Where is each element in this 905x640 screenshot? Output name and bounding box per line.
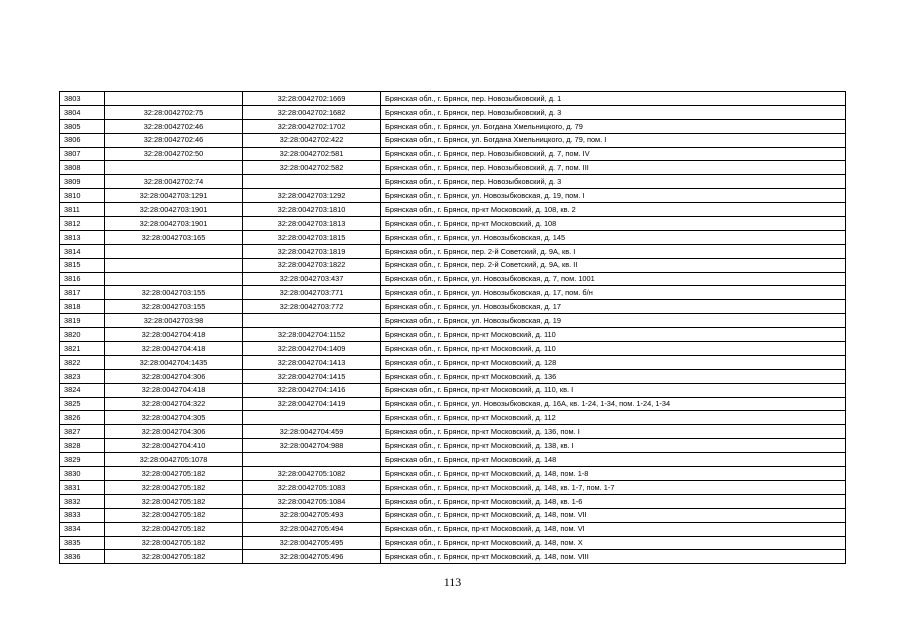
parent-cadastral-number-cell: 32:28:0042703:98 bbox=[105, 314, 243, 328]
table-row bbox=[60, 522, 846, 536]
address-cell: Брянская обл., г. Брянск, пер. 2-й Советский, д. 9А, кв. II bbox=[381, 258, 846, 272]
cadastral-number-cell: 32:28:0042704:459 bbox=[243, 425, 381, 439]
cadastral-number-cell: 32:28:0042703:1813 bbox=[243, 217, 381, 231]
address-cell: Брянская обл., г. Брянск, пер. 2-й Советский, д. 9А, кв. I bbox=[381, 244, 846, 258]
address-cell: Брянская обл., г. Брянск, ул. Новозыбковская, д. 19 bbox=[381, 314, 846, 328]
address-cell: Брянская обл., г. Брянск, пр-кт Московский, д. 136 bbox=[381, 369, 846, 383]
address-cell: Брянская обл., г. Брянск, пер. Новозыбковский, д. 7, пом. IV bbox=[381, 147, 846, 161]
table-row bbox=[60, 272, 846, 286]
parent-cadastral-number-cell: 32:28:0042703:1291 bbox=[105, 189, 243, 203]
table-row bbox=[60, 342, 846, 356]
address-cell: Брянская обл., г. Брянск, пр-кт Московский, д. 138, кв. I bbox=[381, 439, 846, 453]
row-number-cell: 3830 bbox=[60, 467, 105, 481]
cadastral-number-cell bbox=[243, 411, 381, 425]
row-number-cell: 3827 bbox=[60, 425, 105, 439]
table-row bbox=[60, 494, 846, 508]
address-cell: Брянская обл., г. Брянск, пер. Новозыбковский, д. 1 bbox=[381, 92, 846, 106]
cadastral-number-cell: 32:28:0042704:1409 bbox=[243, 342, 381, 356]
address-cell: Брянская обл., г. Брянск, ул. Новозыбковская, д. 16А, кв. 1-24, 1-34, пом. 1-24, 1-34 bbox=[381, 397, 846, 411]
parent-cadastral-number-cell: 32:28:0042705:182 bbox=[105, 508, 243, 522]
row-number-cell: 3831 bbox=[60, 480, 105, 494]
address-cell: Брянская обл., г. Брянск, пр-кт Московский, д. 110 bbox=[381, 328, 846, 342]
parent-cadastral-number-cell: 32:28:0042702:46 bbox=[105, 133, 243, 147]
address-cell: Брянская обл., г. Брянск, пр-кт Московский, д. 148, пом. VIII bbox=[381, 550, 846, 564]
table-row bbox=[60, 411, 846, 425]
table-row bbox=[60, 453, 846, 467]
row-number-cell: 3825 bbox=[60, 397, 105, 411]
table-row bbox=[60, 286, 846, 300]
parent-cadastral-number-cell: 32:28:0042703:165 bbox=[105, 230, 243, 244]
address-cell: Брянская обл., г. Брянск, ул. Новозыбковская, д. 17, пом. б/н bbox=[381, 286, 846, 300]
cadastral-number-cell: 32:28:0042703:1815 bbox=[243, 230, 381, 244]
parent-cadastral-number-cell: 32:28:0042705:182 bbox=[105, 480, 243, 494]
cadastral-number-cell: 32:28:0042703:1292 bbox=[243, 189, 381, 203]
address-cell: Брянская обл., г. Брянск, ул. Новозыбковская, д. 7, пом. 1001 bbox=[381, 272, 846, 286]
table-row bbox=[60, 383, 846, 397]
row-number-cell: 3824 bbox=[60, 383, 105, 397]
row-number-cell: 3805 bbox=[60, 119, 105, 133]
row-number-cell: 3807 bbox=[60, 147, 105, 161]
parent-cadastral-number-cell: 32:28:0042703:155 bbox=[105, 286, 243, 300]
row-number-cell: 3803 bbox=[60, 92, 105, 106]
parent-cadastral-number-cell bbox=[105, 244, 243, 258]
row-number-cell: 3808 bbox=[60, 161, 105, 175]
row-number-cell: 3812 bbox=[60, 217, 105, 231]
cadastral-number-cell: 32:28:0042702:1702 bbox=[243, 119, 381, 133]
table-row bbox=[60, 314, 846, 328]
cadastral-number-cell: 32:28:0042705:1083 bbox=[243, 480, 381, 494]
cadastral-number-cell: 32:28:0042704:1152 bbox=[243, 328, 381, 342]
address-cell: Брянская обл., г. Брянск, ул. Новозыбковская, д. 19, пом. I bbox=[381, 189, 846, 203]
address-cell: Брянская обл., г. Брянск, пр-кт Московский, д. 148, кв. 1-6 bbox=[381, 494, 846, 508]
parent-cadastral-number-cell: 32:28:0042705:1078 bbox=[105, 453, 243, 467]
parent-cadastral-number-cell: 32:28:0042704:305 bbox=[105, 411, 243, 425]
cadastral-number-cell: 32:28:0042705:493 bbox=[243, 508, 381, 522]
row-number-cell: 3821 bbox=[60, 342, 105, 356]
parent-cadastral-number-cell: 32:28:0042703:1901 bbox=[105, 217, 243, 231]
row-number-cell: 3809 bbox=[60, 175, 105, 189]
table-row bbox=[60, 355, 846, 369]
row-number-cell: 3832 bbox=[60, 494, 105, 508]
cadastral-number-cell: 32:28:0042702:582 bbox=[243, 161, 381, 175]
cadastral-number-cell: 32:28:0042703:1822 bbox=[243, 258, 381, 272]
cadastral-number-cell: 32:28:0042703:437 bbox=[243, 272, 381, 286]
row-number-cell: 3836 bbox=[60, 550, 105, 564]
table-row bbox=[60, 244, 846, 258]
row-number-cell: 3820 bbox=[60, 328, 105, 342]
table-row bbox=[60, 175, 846, 189]
parent-cadastral-number-cell: 32:28:0042704:418 bbox=[105, 342, 243, 356]
row-number-cell: 3834 bbox=[60, 522, 105, 536]
cadastral-number-cell: 32:28:0042704:1415 bbox=[243, 369, 381, 383]
row-number-cell: 3823 bbox=[60, 369, 105, 383]
table-row bbox=[60, 467, 846, 481]
parent-cadastral-number-cell: 32:28:0042702:74 bbox=[105, 175, 243, 189]
cadastral-number-cell: 32:28:0042704:1419 bbox=[243, 397, 381, 411]
address-cell: Брянская обл., г. Брянск, пр-кт Московский, д. 108 bbox=[381, 217, 846, 231]
address-cell: Брянская обл., г. Брянск, пр-кт Московский, д. 148, пом. VI bbox=[381, 522, 846, 536]
parent-cadastral-number-cell: 32:28:0042705:182 bbox=[105, 522, 243, 536]
cadastral-number-cell: 32:28:0042704:1413 bbox=[243, 355, 381, 369]
parent-cadastral-number-cell bbox=[105, 272, 243, 286]
address-cell: Брянская обл., г. Брянск, пр-кт Московский, д. 110 bbox=[381, 342, 846, 356]
table-row bbox=[60, 258, 846, 272]
address-cell: Брянская обл., г. Брянск, пер. Новозыбковский, д. 7, пом. III bbox=[381, 161, 846, 175]
cadastral-number-cell: 32:28:0042703:771 bbox=[243, 286, 381, 300]
table-row bbox=[60, 369, 846, 383]
row-number-cell: 3804 bbox=[60, 105, 105, 119]
table-row bbox=[60, 328, 846, 342]
table-row bbox=[60, 536, 846, 550]
parent-cadastral-number-cell: 32:28:0042704:410 bbox=[105, 439, 243, 453]
row-number-cell: 3829 bbox=[60, 453, 105, 467]
cadastral-number-cell bbox=[243, 453, 381, 467]
cadastral-number-cell: 32:28:0042703:1810 bbox=[243, 203, 381, 217]
table-row bbox=[60, 119, 846, 133]
row-number-cell: 3817 bbox=[60, 286, 105, 300]
address-cell: Брянская обл., г. Брянск, пер. Новозыбковский, д. 3 bbox=[381, 175, 846, 189]
row-number-cell: 3816 bbox=[60, 272, 105, 286]
cadastral-number-cell: 32:28:0042705:494 bbox=[243, 522, 381, 536]
cadastral-number-cell: 32:28:0042703:772 bbox=[243, 300, 381, 314]
parent-cadastral-number-cell: 32:28:0042702:46 bbox=[105, 119, 243, 133]
table-row bbox=[60, 203, 846, 217]
page-number: 113 bbox=[443, 575, 462, 589]
parent-cadastral-number-cell: 32:28:0042702:50 bbox=[105, 147, 243, 161]
parent-cadastral-number-cell bbox=[105, 161, 243, 175]
address-cell: Брянская обл., г. Брянск, ул. Богдана Хмельницкого, д. 79, пом. I bbox=[381, 133, 846, 147]
parent-cadastral-number-cell: 32:28:0042703:1901 bbox=[105, 203, 243, 217]
parent-cadastral-number-cell: 32:28:0042705:182 bbox=[105, 494, 243, 508]
table-row bbox=[60, 425, 846, 439]
cadastral-number-cell: 32:28:0042705:495 bbox=[243, 536, 381, 550]
table-row bbox=[60, 480, 846, 494]
address-cell: Брянская обл., г. Брянск, ул. Богдана Хмельницкого, д. 79 bbox=[381, 119, 846, 133]
table-row bbox=[60, 397, 846, 411]
table-row bbox=[60, 217, 846, 231]
row-number-cell: 3822 bbox=[60, 355, 105, 369]
address-cell: Брянская обл., г. Брянск, пр-кт Московский, д. 148, кв. 1-7, пом. 1-7 bbox=[381, 480, 846, 494]
table-row bbox=[60, 92, 846, 106]
row-number-cell: 3811 bbox=[60, 203, 105, 217]
address-cell: Брянская обл., г. Брянск, пр-кт Московский, д. 148 bbox=[381, 453, 846, 467]
table-row bbox=[60, 189, 846, 203]
table-row bbox=[60, 439, 846, 453]
address-cell: Брянская обл., г. Брянск, пр-кт Московский, д. 148, пом. VII bbox=[381, 508, 846, 522]
cadastral-number-cell: 32:28:0042705:1084 bbox=[243, 494, 381, 508]
row-number-cell: 3828 bbox=[60, 439, 105, 453]
address-cell: Брянская обл., г. Брянск, пр-кт Московский, д. 108, кв. 2 bbox=[381, 203, 846, 217]
parent-cadastral-number-cell: 32:28:0042704:306 bbox=[105, 425, 243, 439]
parent-cadastral-number-cell: 32:28:0042705:182 bbox=[105, 467, 243, 481]
cadastral-number-cell bbox=[243, 314, 381, 328]
cadastral-number-cell: 32:28:0042704:1416 bbox=[243, 383, 381, 397]
row-number-cell: 3806 bbox=[60, 133, 105, 147]
cadastral-number-cell bbox=[243, 175, 381, 189]
row-number-cell: 3810 bbox=[60, 189, 105, 203]
cadastral-number-cell: 32:28:0042705:496 bbox=[243, 550, 381, 564]
row-number-cell: 3815 bbox=[60, 258, 105, 272]
parent-cadastral-number-cell: 32:28:0042704:322 bbox=[105, 397, 243, 411]
parent-cadastral-number-cell: 32:28:0042704:306 bbox=[105, 369, 243, 383]
parent-cadastral-number-cell: 32:28:0042704:418 bbox=[105, 383, 243, 397]
table-row bbox=[60, 161, 846, 175]
table-row bbox=[60, 147, 846, 161]
table-row bbox=[60, 230, 846, 244]
parent-cadastral-number-cell bbox=[105, 258, 243, 272]
cadastral-number-cell: 32:28:0042702:1682 bbox=[243, 105, 381, 119]
cadastral-number-cell: 32:28:0042702:581 bbox=[243, 147, 381, 161]
cadastral-number-cell: 32:28:0042705:1082 bbox=[243, 467, 381, 481]
table-row bbox=[60, 550, 846, 564]
cadastral-number-cell: 32:28:0042702:422 bbox=[243, 133, 381, 147]
registry-table bbox=[59, 91, 846, 564]
parent-cadastral-number-cell: 32:28:0042702:75 bbox=[105, 105, 243, 119]
row-number-cell: 3833 bbox=[60, 508, 105, 522]
parent-cadastral-number-cell: 32:28:0042704:418 bbox=[105, 328, 243, 342]
table-row bbox=[60, 105, 846, 119]
row-number-cell: 3819 bbox=[60, 314, 105, 328]
table-row bbox=[60, 508, 846, 522]
row-number-cell: 3835 bbox=[60, 536, 105, 550]
cadastral-number-cell: 32:28:0042703:1819 bbox=[243, 244, 381, 258]
address-cell: Брянская обл., г. Брянск, пр-кт Московский, д. 110, кв. I bbox=[381, 383, 846, 397]
registry-table-body bbox=[60, 92, 846, 564]
row-number-cell: 3818 bbox=[60, 300, 105, 314]
cadastral-number-cell: 32:28:0042702:1669 bbox=[243, 92, 381, 106]
address-cell: Брянская обл., г. Брянск, пр-кт Московский, д. 136, пом. I bbox=[381, 425, 846, 439]
parent-cadastral-number-cell: 32:28:0042704:1435 bbox=[105, 355, 243, 369]
row-number-cell: 3814 bbox=[60, 244, 105, 258]
parent-cadastral-number-cell bbox=[105, 92, 243, 106]
table-row bbox=[60, 133, 846, 147]
table-row bbox=[60, 300, 846, 314]
parent-cadastral-number-cell: 32:28:0042705:182 bbox=[105, 536, 243, 550]
parent-cadastral-number-cell: 32:28:0042703:155 bbox=[105, 300, 243, 314]
address-cell: Брянская обл., г. Брянск, пр-кт Московский, д. 148, пом. 1-8 bbox=[381, 467, 846, 481]
address-cell: Брянская обл., г. Брянск, ул. Новозыбковская, д. 17 bbox=[381, 300, 846, 314]
address-cell: Брянская обл., г. Брянск, пр-кт Московский, д. 128 bbox=[381, 355, 846, 369]
address-cell: Брянская обл., г. Брянск, ул. Новозыбковская, д. 145 bbox=[381, 230, 846, 244]
address-cell: Брянская обл., г. Брянск, пр-кт Московский, д. 148, пом. X bbox=[381, 536, 846, 550]
row-number-cell: 3826 bbox=[60, 411, 105, 425]
address-cell: Брянская обл., г. Брянск, пер. Новозыбковский, д. 3 bbox=[381, 105, 846, 119]
cadastral-number-cell: 32:28:0042704:988 bbox=[243, 439, 381, 453]
address-cell: Брянская обл., г. Брянск, пр-кт Московский, д. 112 bbox=[381, 411, 846, 425]
parent-cadastral-number-cell: 32:28:0042705:182 bbox=[105, 550, 243, 564]
row-number-cell: 3813 bbox=[60, 230, 105, 244]
